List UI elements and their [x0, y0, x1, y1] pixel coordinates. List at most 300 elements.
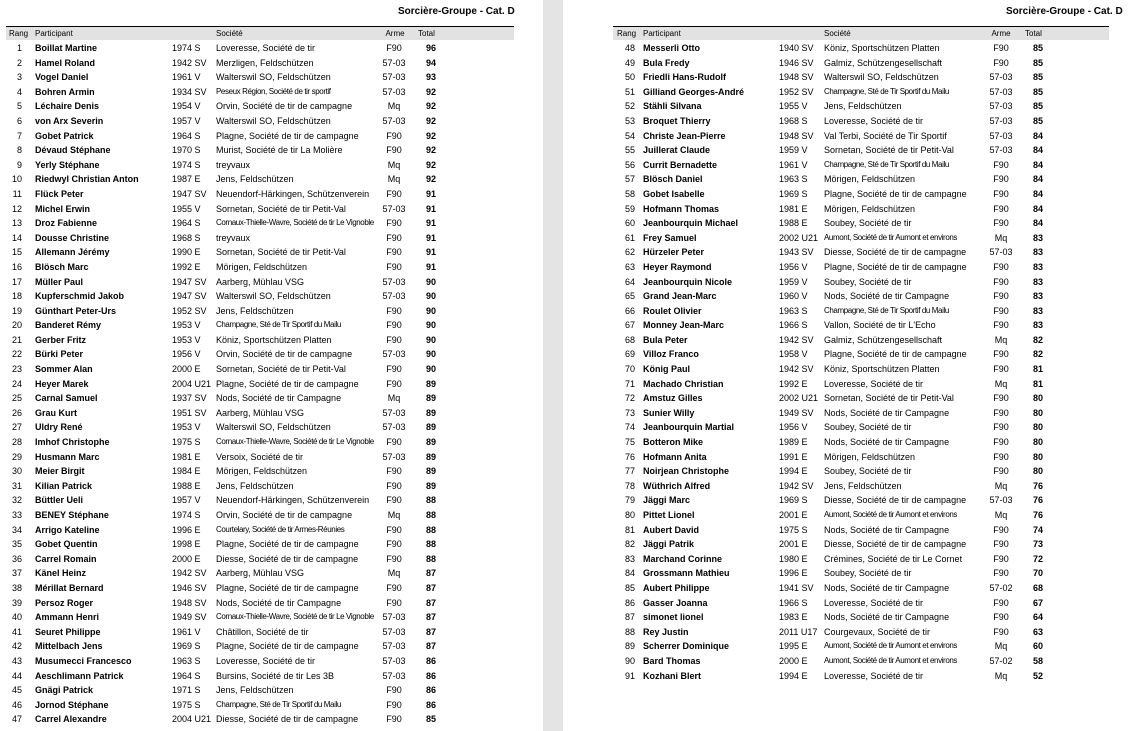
total-cell: 92 [425, 174, 436, 185]
societe-cell: Orvin, Société de tir de campagne [216, 510, 353, 520]
table-row [0, 625, 543, 640]
table-row [0, 450, 543, 465]
table-row [563, 566, 1131, 581]
arme-cell: Mq [994, 480, 1008, 491]
table-row [563, 625, 1131, 640]
participant-cell: Currit Bernadette [643, 159, 718, 170]
table-row [563, 669, 1131, 684]
year-category-cell: 1954 V [172, 101, 201, 112]
societe-cell: Orvin, Société de tir de campagne [216, 349, 353, 360]
year-category-cell: 1934 SV [172, 86, 207, 97]
participant-cell: Yerly Stéphane [35, 159, 100, 170]
total-cell: 89 [425, 407, 436, 418]
rang-cell: 80 [624, 510, 635, 520]
participant-cell: Kupferschmid Jakob [35, 291, 125, 302]
year-category-cell: 1992 E [172, 261, 201, 272]
arme-cell: F90 [386, 699, 402, 710]
year-category-cell: 1964 S [172, 218, 201, 229]
societe-cell: Aumont, Société de tir Aumont et environs [824, 510, 958, 519]
table-row [563, 537, 1131, 552]
rang-cell: 17 [11, 276, 22, 287]
year-category-cell: 1952 SV [779, 86, 814, 97]
rang-cell: 34 [11, 524, 22, 535]
table-row [0, 129, 543, 144]
arme-cell: F90 [386, 714, 402, 725]
total-cell: 85 [1032, 72, 1043, 83]
societe-cell: Diesse, Société de tir de campagne [824, 247, 967, 258]
societe-cell: Soubey, Société de tir [824, 466, 912, 477]
societe-cell: Plagne, Société de tir de campagne [824, 188, 967, 199]
arme-cell: 57-03 [989, 130, 1013, 141]
participant-cell: Mérillat Bernard [35, 582, 104, 593]
year-category-cell: 1941 SV [779, 582, 814, 593]
rang-cell: 32 [11, 495, 22, 506]
arme-cell: F90 [993, 393, 1009, 404]
rang-cell: 42 [11, 641, 22, 652]
total-cell: 83 [1032, 247, 1043, 258]
table-row [563, 362, 1131, 377]
rang-cell: 91 [624, 670, 635, 681]
participant-cell: Bard Thomas [643, 655, 701, 666]
participant-cell: Heyer Raymond [643, 261, 712, 272]
total-cell: 84 [1032, 174, 1043, 185]
societe-cell: Nods, Société de tir Campagne [824, 291, 950, 302]
rang-cell: 29 [11, 451, 22, 462]
year-category-cell: 1942 SV [172, 568, 207, 579]
rang-cell: 55 [624, 145, 635, 156]
table-row [0, 683, 543, 698]
arme-cell: 57-02 [989, 655, 1013, 666]
total-cell: 85 [425, 714, 436, 725]
societe-cell: Nods, Société de tir Campagne [824, 582, 950, 593]
total-cell: 91 [425, 188, 436, 199]
year-category-cell: 1984 E [172, 466, 201, 477]
rang-cell: 49 [624, 57, 635, 68]
rang-cell: 73 [624, 407, 635, 418]
table-row [0, 552, 543, 567]
rang-cell: 37 [11, 568, 22, 579]
rang-cell: 68 [624, 334, 635, 345]
table-row [0, 698, 543, 713]
arme-cell: F90 [993, 612, 1009, 623]
table-row [0, 610, 543, 625]
total-cell: 83 [1032, 291, 1043, 302]
header-rang: Rang [9, 29, 29, 38]
total-cell: 89 [425, 451, 436, 462]
arme-cell: F90 [993, 203, 1009, 214]
table-row [0, 158, 543, 173]
rang-cell: 25 [11, 393, 22, 404]
year-category-cell: 1969 S [779, 188, 808, 199]
rang-cell: 90 [624, 655, 635, 666]
total-cell: 83 [1032, 305, 1043, 316]
societe-cell: Mörigen, Feldschützen [824, 203, 916, 214]
arme-cell: F90 [386, 130, 402, 141]
table-row [563, 143, 1131, 158]
year-category-cell: 1953 V [172, 334, 201, 345]
total-cell: 92 [425, 159, 436, 170]
year-category-cell: 2001 E [779, 539, 808, 550]
total-cell: 80 [1032, 466, 1043, 477]
results-page-1 [0, 0, 543, 731]
societe-cell: Diesse, Société de tir de campagne [216, 553, 359, 564]
table-row [0, 202, 543, 217]
societe-cell: Sornetan, Société de tir Petit-Val [216, 364, 346, 375]
table-row [563, 333, 1131, 348]
arme-cell: 57-03 [382, 626, 406, 637]
table-row [563, 581, 1131, 596]
participant-cell: Jäggi Marc [643, 495, 691, 506]
participant-cell: Flück Peter [35, 188, 84, 199]
rang-cell: 62 [624, 247, 635, 258]
year-category-cell: 1968 S [779, 115, 808, 126]
total-cell: 67 [1032, 597, 1043, 608]
rang-cell: 40 [11, 612, 22, 623]
table-row [563, 172, 1131, 187]
total-cell: 64 [1032, 612, 1043, 623]
participant-cell: Gerber Fritz [35, 334, 87, 345]
rang-cell: 85 [624, 582, 635, 593]
total-cell: 96 [425, 43, 436, 53]
arme-cell: F90 [993, 188, 1009, 199]
rang-cell: 31 [11, 480, 22, 491]
year-category-cell: 1959 V [779, 145, 808, 156]
societe-cell: Köniz, Sportschützen Platten [216, 334, 332, 345]
societe-cell: Walterswil SO, Feldschützen [216, 291, 331, 302]
participant-cell: Grossmann Mathieu [643, 568, 730, 579]
societe-cell: Loveresse, Société de tir [824, 670, 924, 681]
year-category-cell: 1964 S [172, 670, 201, 681]
total-cell: 92 [425, 86, 436, 97]
participant-cell: Aubert Philippe [643, 582, 710, 593]
societe-cell: Orvin, Société de tir de campagne [216, 101, 353, 112]
rang-cell: 88 [624, 626, 635, 637]
participant-cell: Hofmann Thomas [643, 203, 720, 214]
arme-cell: F90 [386, 218, 402, 229]
rang-cell: 58 [624, 188, 635, 199]
participant-cell: Marchand Corinne [643, 553, 723, 564]
societe-cell: Plagne, Société de tir de campagne [216, 641, 359, 652]
participant-cell: Boillat Martine [35, 43, 98, 53]
societe-cell: Murist, Société de tir La Molière [216, 145, 343, 156]
total-cell: 85 [1032, 43, 1043, 53]
year-category-cell: 1943 SV [779, 247, 814, 258]
arme-cell: Mq [387, 101, 401, 112]
arme-cell: F90 [386, 524, 402, 535]
year-category-cell: 1980 E [779, 553, 808, 564]
rang-cell: 74 [624, 422, 635, 433]
arme-cell: F90 [386, 364, 402, 375]
year-category-cell: 1974 S [172, 510, 201, 520]
rang-cell: 36 [11, 553, 22, 564]
rang-cell: 4 [16, 86, 22, 97]
arme-cell: F90 [386, 334, 402, 345]
rang-cell: 79 [624, 495, 635, 506]
table-row [563, 202, 1131, 217]
total-cell: 83 [1032, 261, 1043, 272]
total-cell: 88 [425, 524, 436, 535]
arme-cell: F90 [993, 174, 1009, 185]
rang-cell: 28 [11, 437, 22, 448]
total-cell: 90 [425, 349, 436, 360]
participant-cell: Frey Samuel [643, 232, 697, 243]
participant-cell: Amstuz Gilles [643, 393, 703, 404]
table-row [563, 596, 1131, 611]
arme-cell: F90 [993, 349, 1009, 360]
societe-cell: Plagne, Société de tir de campagne [216, 378, 359, 389]
table-row [0, 85, 543, 100]
participant-cell: Christe Jean-Pierre [643, 130, 726, 141]
arme-cell: Mq [387, 568, 401, 579]
year-category-cell: 1983 E [779, 612, 808, 623]
year-category-cell: 1947 SV [172, 276, 207, 287]
table-row [563, 187, 1131, 202]
societe-cell: Jens, Feldschützen [216, 305, 294, 316]
total-cell: 87 [425, 641, 436, 652]
header-total: Total [418, 29, 435, 38]
table-row [563, 129, 1131, 144]
rang-cell: 89 [624, 641, 635, 652]
table-row [563, 479, 1131, 494]
participant-cell: Gobet Isabelle [643, 188, 705, 199]
total-cell: 89 [425, 378, 436, 389]
societe-cell: Sornetan, Société de tir Petit-Val [824, 393, 954, 404]
societe-cell: Soubey, Société de tir [824, 218, 912, 229]
year-category-cell: 1957 V [172, 115, 201, 126]
participant-cell: Günthart Peter-Urs [35, 305, 117, 316]
rang-cell: 27 [11, 422, 22, 433]
total-cell: 87 [425, 597, 436, 608]
societe-cell: Walterswil SO, Feldschützen [216, 422, 331, 433]
table-row [563, 85, 1131, 100]
total-cell: 83 [1032, 320, 1043, 331]
year-category-cell: 1959 V [779, 276, 808, 287]
table-row [0, 435, 543, 450]
societe-cell: Aumont, Société de tir Aumont et environs [824, 641, 958, 651]
societe-cell: Sornetan, Société de tir Petit-Val [216, 247, 346, 258]
year-category-cell: 1948 SV [779, 72, 814, 83]
participant-cell: Banderet Rémy [35, 320, 102, 331]
participant-cell: Musumecci Francesco [35, 655, 132, 666]
table-row [0, 639, 543, 654]
year-category-cell: 2004 U21 [172, 714, 212, 725]
societe-cell: Champagne, Sté de Tir Sportif du Mailu [216, 699, 341, 709]
rang-cell: 72 [624, 393, 635, 404]
column-header-bar [6, 26, 514, 40]
societe-cell: Neuendorf-Härkingen, Schützenverein [216, 495, 370, 506]
rang-cell: 33 [11, 510, 22, 520]
societe-cell: Aumont, Société de tir Aumont et environs [824, 655, 958, 665]
total-cell: 90 [425, 291, 436, 302]
arme-cell: 57-03 [382, 407, 406, 418]
table-row [563, 56, 1131, 71]
participant-cell: Kilian Patrick [35, 480, 93, 491]
arme-cell: F90 [386, 247, 402, 258]
societe-cell: Jens, Feldschützen [216, 174, 294, 185]
societe-cell: Loveresse, Société de tir [216, 43, 316, 53]
arme-cell: 57-03 [989, 72, 1013, 83]
arme-cell: F90 [386, 466, 402, 477]
table-row [563, 435, 1131, 450]
participant-cell: Büttler Ueli [35, 495, 84, 506]
year-category-cell: 1996 E [779, 568, 808, 579]
participant-cell: Kozhani Blert [643, 670, 702, 681]
arme-cell: F90 [386, 553, 402, 564]
year-category-cell: 1995 E [779, 641, 808, 652]
rang-cell: 3 [16, 72, 22, 83]
participant-cell: Sommer Alan [35, 364, 93, 375]
participant-cell: Husmann Marc [35, 451, 100, 462]
table-row [0, 143, 543, 158]
societe-cell: Nods, Société de tir Campagne [216, 597, 342, 608]
rang-cell: 70 [624, 364, 635, 375]
total-cell: 90 [425, 276, 436, 287]
arme-cell: 57-03 [382, 57, 406, 68]
table-row [0, 231, 543, 246]
arme-cell: F90 [993, 422, 1009, 433]
arme-cell: F90 [386, 305, 402, 316]
participant-cell: Hofmann Anita [643, 451, 707, 462]
year-category-cell: 1947 SV [172, 291, 207, 302]
table-row [0, 391, 543, 406]
arme-cell: Mq [994, 232, 1008, 243]
rang-cell: 12 [11, 203, 22, 214]
year-category-cell: 1988 E [172, 480, 201, 491]
rang-cell: 21 [11, 334, 22, 345]
year-category-cell: 1992 E [779, 378, 808, 389]
table-row [0, 362, 543, 377]
total-cell: 91 [425, 218, 436, 229]
table-row [563, 216, 1131, 231]
societe-cell: Nods, Société de tir Campagne [824, 524, 950, 535]
table-row [563, 493, 1131, 508]
societe-cell: Nods, Société de tir Campagne [824, 437, 950, 448]
participant-cell: Juillerat Claude [643, 145, 711, 156]
year-category-cell: 1975 S [172, 699, 201, 710]
participant-cell: Droz Fabienne [35, 218, 98, 229]
rang-cell: 23 [11, 364, 22, 375]
total-cell: 83 [1032, 276, 1043, 287]
participant-cell: Jeanbourquin Martial [643, 422, 735, 433]
table-row [563, 275, 1131, 290]
year-category-cell: 1970 S [172, 145, 201, 156]
year-category-cell: 2000 E [172, 553, 201, 564]
year-category-cell: 1988 E [779, 218, 808, 229]
participant-cell: Aeschlimann Patrick [35, 670, 124, 681]
societe-cell: Jens, Feldschützen [216, 685, 294, 696]
arme-cell: F90 [386, 480, 402, 491]
total-cell: 91 [425, 232, 436, 243]
year-category-cell: 1966 S [779, 597, 808, 608]
total-cell: 90 [425, 305, 436, 316]
societe-cell: Cornaux-Thielle-Wavre, Société de tir Le Vignoble [216, 612, 374, 622]
societe-cell: Plagne, Société de tir de campagne [824, 261, 967, 272]
total-cell: 87 [425, 568, 436, 579]
page-title: Sorcière-Groupe - Cat. D [1006, 6, 1123, 17]
participant-cell: Carnal Samuel [35, 393, 98, 404]
total-cell: 63 [1032, 626, 1043, 637]
total-cell: 87 [425, 626, 436, 637]
rang-cell: 19 [11, 305, 22, 316]
rang-cell: 45 [11, 685, 22, 696]
total-cell: 73 [1032, 539, 1043, 550]
table-row [563, 420, 1131, 435]
year-category-cell: 1974 S [172, 159, 201, 170]
societe-cell: Mörigen, Feldschützen [824, 451, 916, 462]
societe-cell: Plagne, Société de tir de campagne [824, 349, 967, 360]
table-row [563, 377, 1131, 392]
year-category-cell: 1953 V [172, 422, 201, 433]
year-category-cell: 1961 V [172, 626, 201, 637]
year-category-cell: 1969 S [172, 641, 201, 652]
total-cell: 80 [1032, 451, 1043, 462]
year-category-cell: 1951 SV [172, 407, 207, 418]
arme-cell: F90 [386, 232, 402, 243]
societe-cell: Champagne, Sté de Tir Sportif du Mailu [824, 159, 949, 169]
participant-cell: Imhof Christophe [35, 437, 110, 448]
participant-cell: Carrel Romain [35, 553, 97, 564]
arme-cell: 57-03 [382, 86, 406, 97]
table-row [563, 70, 1131, 85]
participant-cell: Machado Christian [643, 378, 724, 389]
year-category-cell: 2011 U17 [779, 626, 818, 637]
year-category-cell: 2004 U21 [172, 378, 212, 389]
total-cell: 88 [425, 510, 436, 520]
total-cell: 81 [1032, 364, 1043, 375]
total-cell: 80 [1032, 407, 1043, 418]
total-cell: 74 [1032, 524, 1043, 535]
societe-cell: Jens, Feldschützen [824, 480, 902, 491]
header-participant: Participant [35, 29, 73, 38]
year-category-cell: 1974 S [172, 43, 201, 53]
participant-cell: Villoz Franco [643, 349, 699, 360]
year-category-cell: 1960 V [779, 291, 808, 302]
arme-cell: F90 [993, 539, 1009, 550]
total-cell: 91 [425, 203, 436, 214]
rang-cell: 71 [624, 378, 635, 389]
arme-cell: F90 [993, 451, 1009, 462]
table-row [563, 464, 1131, 479]
societe-cell: Jens, Feldschützen [216, 480, 294, 491]
rang-cell: 14 [11, 232, 22, 243]
arme-cell: F90 [993, 568, 1009, 579]
total-cell: 86 [425, 685, 436, 696]
rang-cell: 22 [11, 349, 22, 360]
header-participant: Participant [643, 29, 681, 38]
societe-cell: Diesse, Société de tir de campagne [824, 495, 967, 506]
rang-cell: 20 [11, 320, 22, 331]
table-row [0, 70, 543, 85]
rang-cell: 83 [624, 553, 635, 564]
societe-cell: treyvaux [216, 232, 251, 243]
page-title: Sorcière-Groupe - Cat. D [398, 6, 515, 17]
year-category-cell: 1942 SV [779, 480, 814, 491]
arme-cell: 57-03 [989, 247, 1013, 258]
arme-cell: 57-03 [989, 145, 1013, 156]
participant-cell: Rey Justin [643, 626, 689, 637]
arme-cell: 57-03 [989, 115, 1013, 126]
table-row [563, 318, 1131, 333]
arme-cell: F90 [993, 320, 1009, 331]
table-row [0, 406, 543, 421]
societe-cell: Aarberg, Mühlau VSG [216, 276, 305, 287]
arme-cell: 57-03 [382, 422, 406, 433]
societe-cell: Cornaux-Thielle-Wavre, Société de tir Le Vignoble [216, 218, 374, 228]
arme-cell: 57-03 [382, 276, 406, 287]
societe-cell: Nods, Société de tir Campagne [216, 393, 342, 404]
year-category-cell: 1994 E [779, 670, 808, 681]
arme-cell: Mq [994, 334, 1008, 345]
